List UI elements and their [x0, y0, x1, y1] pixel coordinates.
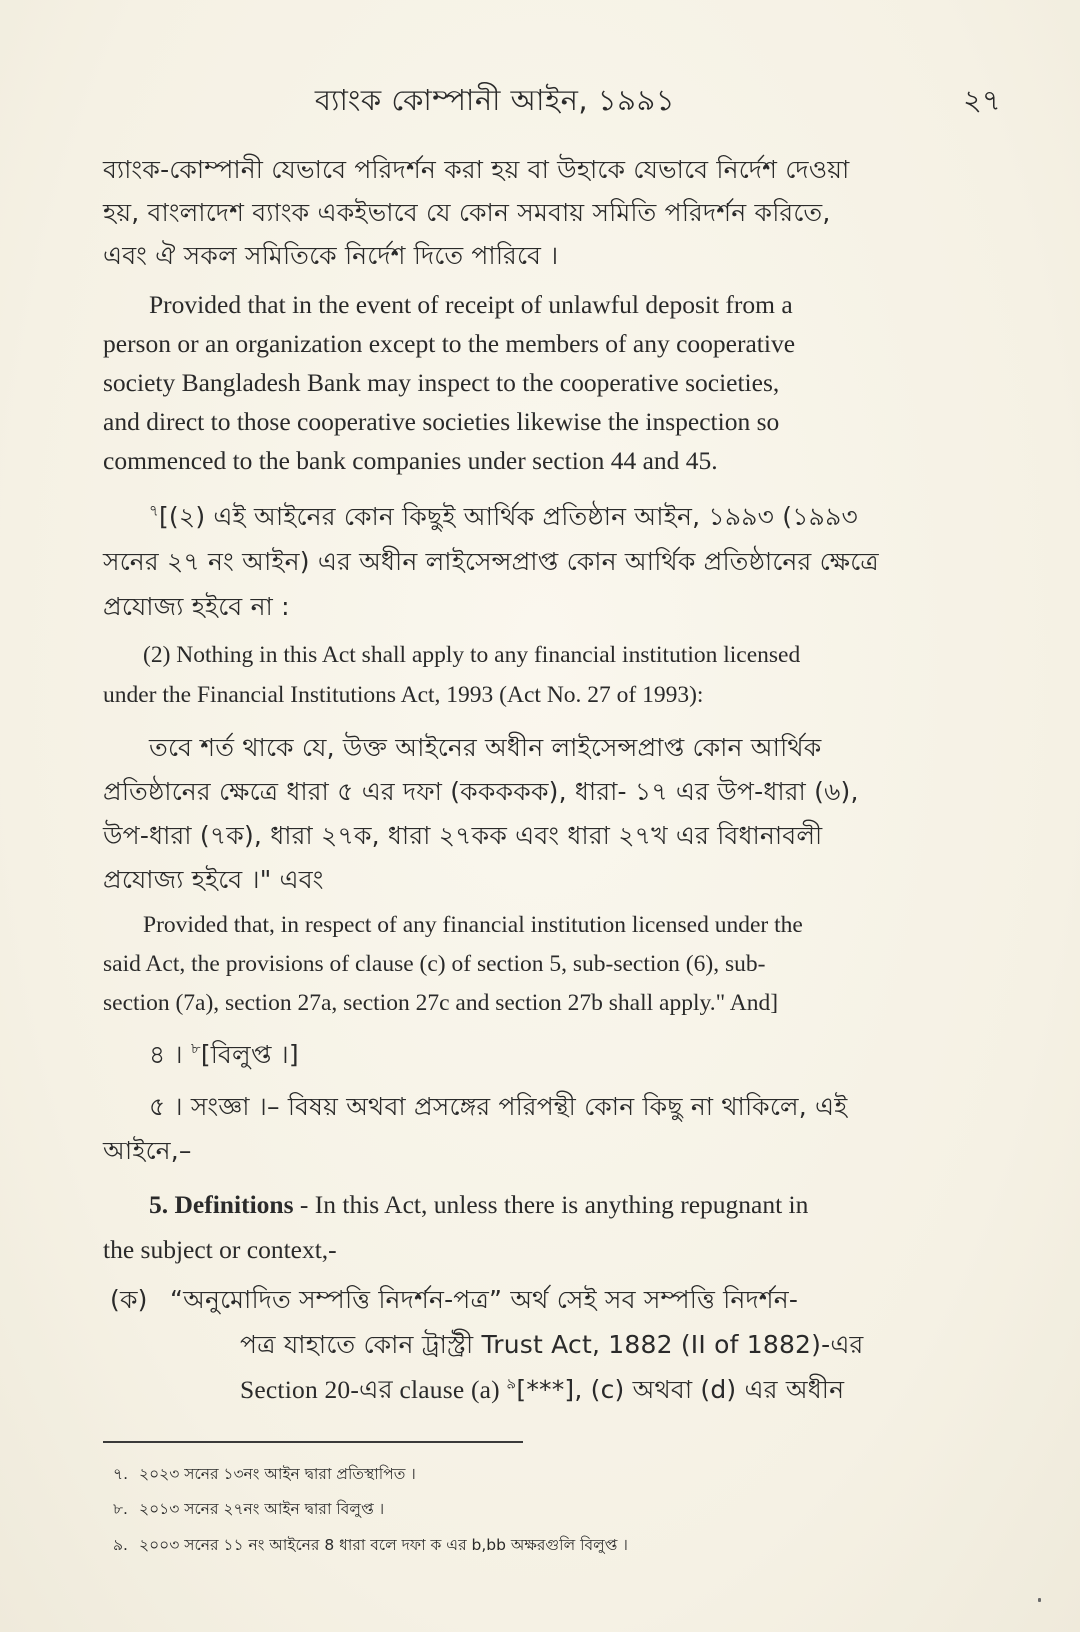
footnote-ref-9[interactable]: ৯	[506, 1374, 517, 1393]
clause-ka-line-3	[240, 1370, 1013, 1413]
para1-line-3: এবং ঐ সকল সমিতিকে নির্দেশ দিতে পারিবে ।	[103, 241, 559, 270]
para5-line-2: প্রতিষ্ঠানের ক্ষেত্রে ধারা ৫ এর দফা (ককককক), ধারা- ১৭ এর উপ-ধারা (৬),	[103, 777, 859, 806]
para2-line-3: society Bangladesh Bank may inspect to the cooperative societies,	[103, 368, 780, 397]
para5-line-1: তবে শর্ত থাকে যে, উক্ত আইনের অধীন লাইসেন্সপ্রাপ্ত কোন আর্থিক	[149, 733, 822, 762]
para3-line-3: প্রযোজ্য হইবে না :	[103, 592, 290, 621]
page-number: ২৭	[963, 83, 1001, 117]
section-4-number: ৪ ।	[149, 1040, 183, 1069]
section-5-bn-line-1	[103, 1087, 1059, 1130]
para3-line-1-text: [(২) এই আইনের কোন কিছুই আর্থিক প্রতিষ্ঠান আইন, ১৯৯৩ (১৯৯৩	[158, 502, 858, 531]
section-5-bn-number: ৫ ।	[149, 1092, 183, 1121]
footnote-9-text: ২০০৩ সনের ১১ নং আইনের 8 ধারা বলে দফা ক এর b,bb অক্ষরগুলি বিলুপ্ত ।	[139, 1536, 628, 1554]
para2-line-1: Provided that in the event of receipt of unlawful deposit from a	[149, 290, 793, 319]
footnote-9-number: ৯.	[113, 1536, 128, 1554]
para1-line-1: ব্যাংক-কোম্পানী যেভাবে পরিদর্শন করা হয় বা উহাকে যেভাবে নির্দেশ দেওয়া	[103, 155, 850, 184]
clause-ka-line-3-a: Section 20-এর clause (a)	[240, 1375, 507, 1404]
para3-line-1	[103, 497, 1059, 540]
footnote-9	[113, 1533, 628, 1559]
footnote-7	[113, 1462, 416, 1488]
clause-ka-line-1: “অনুমোদিত সম্পত্তি নিদর্শন-পত্র” অর্থ সেই সব সম্পত্তি নিদর্শন-	[170, 1285, 799, 1314]
section-5-en-text: - In this Act, unless there is anything repugnant in	[293, 1190, 809, 1219]
para4-line-2: under the Financial Institutions Act, 1993 (Act No. 27 of 1993):	[103, 682, 704, 708]
running-title: ব্যাংক কোম্পানী আইন, ১৯৯১	[314, 83, 676, 117]
page-header	[0, 78, 1080, 118]
para5-line-4: প্রযোজ্য হইবে ।" এবং	[103, 865, 324, 894]
footnote-7-text: ২০২৩ সনের ১৩নং আইন দ্বারা প্রতিস্থাপিত ।	[139, 1465, 416, 1483]
para5-line-3: উপ-ধারা (৭ক), ধারা ২৭ক, ধারা ২৭কক এবং ধারা ২৭খ এর বিধানাবলী	[103, 821, 823, 850]
para6-line-3: section (7a), section 27a, section 27c and section 27b shall apply." And]	[103, 990, 779, 1016]
footnote-8-text: ২০১৩ সনের ২৭নং আইন দ্বারা বিলুপ্ত ।	[139, 1500, 385, 1518]
footnote-7-number: ৭.	[113, 1465, 129, 1483]
para2-line-5: commenced to the bank companies under section 44 and 45.	[103, 446, 718, 475]
para6-line-1: Provided that, in respect of any financial institution licensed under the	[143, 912, 803, 938]
clause-ka-label: (ক)	[110, 1285, 148, 1314]
section-5-en-line-1	[103, 1190, 1059, 1220]
footnote-8-number: ৮.	[113, 1500, 128, 1518]
section-5-bn-text: বিষয় অথবা প্রসঙ্গের পরিপন্থী কোন কিছু না থাকিলে, এই	[287, 1092, 848, 1121]
footnote-8	[113, 1497, 384, 1523]
paper-speck	[1038, 1598, 1041, 1602]
section-5-en-heading: 5. Definitions	[149, 1190, 294, 1219]
section-5-en-line-2: the subject or context,-	[103, 1235, 337, 1264]
para6-line-2: said Act, the provisions of clause (c) of section 5, sub-section (6), sub-	[103, 951, 766, 977]
para2-line-4: and direct to those cooperative societies likewise the inspection so	[103, 407, 780, 436]
para1-line-2: হয়, বাংলাদেশ ব্যাংক একইভাবে যে কোন সমবায় সমিতি পরিদর্শন করিতে,	[103, 198, 831, 227]
para3-line-2: সনের ২৭ নং আইন) এর অধীন লাইসেন্সপ্রাপ্ত কোন আর্থিক প্রতিষ্ঠানের ক্ষেত্রে	[103, 547, 879, 576]
footnote-ref-8[interactable]: ৮	[190, 1039, 201, 1058]
section-5-bn-line-2: আইনে,–	[103, 1136, 192, 1165]
para4-line-1: (2) Nothing in this Act shall apply to any financial institution licensed	[143, 642, 801, 668]
section-5-bn-heading: সংজ্ঞা ।–	[190, 1092, 280, 1121]
clause-ka-line-3-b: [***], (c) অথবা (d) এর অধীন	[516, 1375, 845, 1404]
section-4	[103, 1035, 1059, 1078]
clause-ka-line-2: পত্র যাহাতে কোন ট্রাস্ট্রী Trust Act, 1882 (II of 1882)-এর	[240, 1330, 864, 1359]
para2-line-2: person or an organization except to the members of any cooperative	[103, 329, 796, 358]
footnote-divider	[103, 1441, 523, 1443]
footnote-ref-7[interactable]: ৭	[149, 501, 159, 520]
section-4-text: [বিলুপ্ত ।]	[200, 1040, 299, 1069]
